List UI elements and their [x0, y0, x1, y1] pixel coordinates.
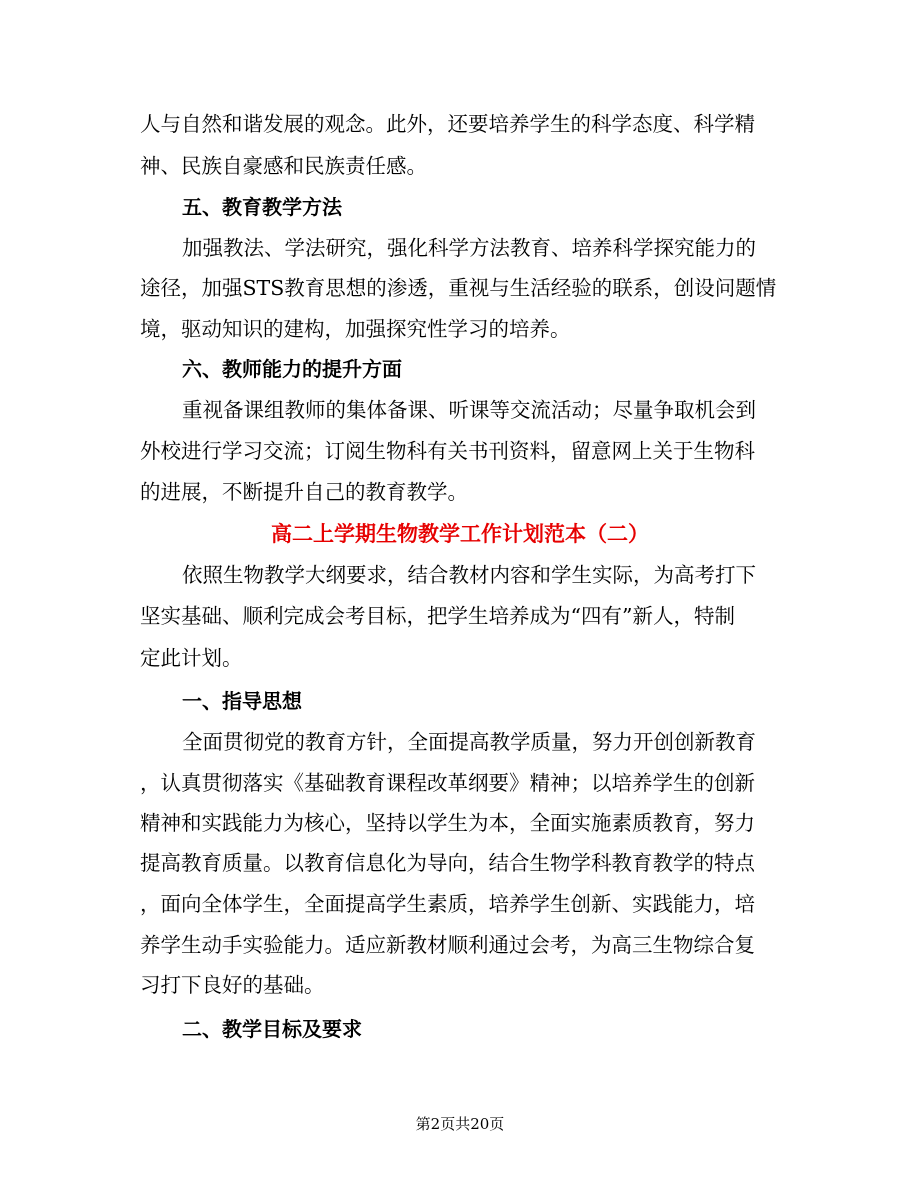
section-heading: 五、教育教学方法 — [182, 195, 342, 219]
section-heading: 六、教师能力的提升方面 — [182, 357, 402, 381]
paragraph-line: 养学生动手实验能力。适应新教材顺利通过会考，为高三生物综合复 — [140, 933, 755, 957]
paragraph-line: 外校进行学习交流；订阅生物科有关书刊资料，留意网上关于生物科 — [140, 439, 755, 463]
section-heading: 二、教学目标及要求 — [182, 1017, 362, 1041]
paragraph-line: 定此计划。 — [140, 646, 243, 670]
paragraph-line: 途径，加强STS教育思想的渗透，重视与生活经验的联系，创设问题情 — [140, 276, 777, 300]
paragraph-line: ，认真贯彻落实《基础教育课程改革纲要》精神；以培养学生的创新 — [140, 771, 755, 795]
page-number-footer: 第2页共20页 — [415, 1115, 505, 1133]
paragraph-line: 加强教法、学法研究，强化科学方法教育、培养科学探究能力的 — [182, 236, 756, 260]
paragraph-line: 坚实基础、顺利完成会考目标，把学生培养成为“四有”新人，特制 — [140, 604, 735, 628]
paragraph-line: 习打下良好的基础。 — [140, 973, 325, 997]
paragraph-line: 精神和实践能力为核心，坚持以学生为本，全面实施素质教育，努力 — [140, 811, 755, 835]
paragraph-line: 境，驱动知识的建构，加强探究性学习的培养。 — [140, 317, 571, 341]
section-heading: 一、指导思想 — [182, 689, 302, 713]
paragraph-line: 的进展，不断提升自己的教育教学。 — [140, 480, 468, 504]
paragraph-line: 人与自然和谐发展的观念。此外，还要培养学生的科学态度、科学精 — [140, 112, 755, 136]
paragraph-line: ，面向全体学生，全面提高学生素质，培养学生创新、实践能力，培 — [140, 892, 755, 916]
paragraph-line: 提高教育质量。以教育信息化为导向，结合生物学科教育教学的特点 — [140, 851, 755, 875]
paragraph-line: 依照生物教学大纲要求，结合教材内容和学生实际，为高考打下 — [182, 563, 756, 587]
paragraph-line: 全面贯彻党的教育方针，全面提高教学质量，努力开创创新教育 — [182, 730, 756, 754]
paragraph-line: 神、民族自豪感和民族责任感。 — [140, 154, 427, 178]
document-title: 高二上学期生物教学工作计划范本（二） — [271, 522, 649, 546]
paragraph-line: 重视备课组教师的集体备课、听课等交流活动；尽量争取机会到 — [182, 398, 756, 422]
